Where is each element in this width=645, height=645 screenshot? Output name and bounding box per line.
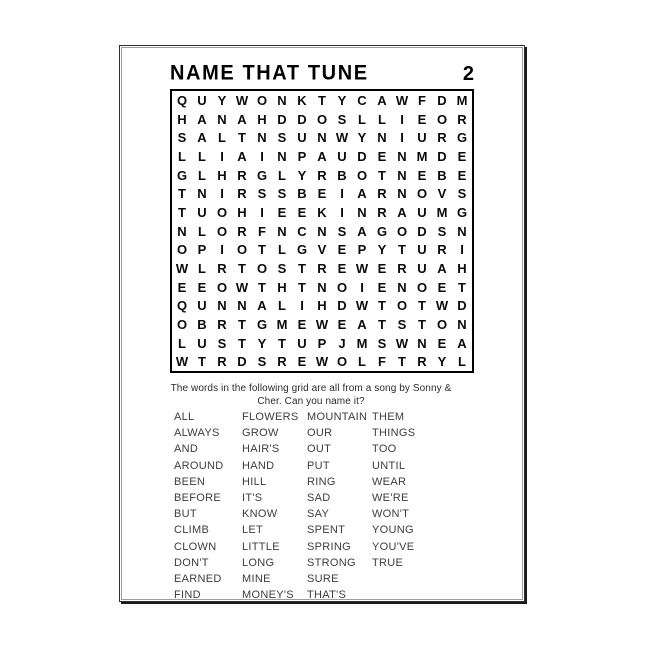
- grid-letter: G: [256, 316, 268, 332]
- grid-letter: O: [216, 223, 228, 239]
- grid-letter: D: [337, 298, 347, 314]
- word-list-item: BEEN: [174, 475, 206, 488]
- grid-letter: I: [400, 111, 404, 127]
- grid-letter: L: [178, 148, 186, 164]
- grid-letter: W: [395, 92, 409, 108]
- grid-letter: T: [178, 204, 186, 220]
- grid-letter: G: [256, 167, 268, 183]
- grid-letter: O: [176, 242, 188, 258]
- grid-letter: E: [437, 335, 447, 351]
- word-list-item: CLIMB: [174, 524, 210, 537]
- grid-letter: M: [416, 148, 428, 164]
- grid-letter: R: [397, 260, 407, 276]
- word-list-item: IT'S: [242, 491, 263, 504]
- grid-letter: U: [197, 298, 207, 314]
- grid-row: [172, 184, 472, 203]
- grid-letter: W: [315, 354, 329, 370]
- grid-letter: E: [297, 204, 307, 220]
- grid-letter: H: [177, 111, 187, 127]
- grid-letter: A: [457, 335, 467, 351]
- grid-letter: S: [257, 186, 267, 202]
- grid-letter: A: [237, 111, 247, 127]
- grid-letter: N: [277, 148, 287, 164]
- grid-letter: O: [396, 298, 408, 314]
- grid-letter: A: [257, 298, 267, 314]
- grid-letter: G: [176, 167, 188, 183]
- grid-letter: A: [397, 204, 407, 220]
- grid-letter: N: [397, 279, 407, 295]
- grid-row: [172, 147, 472, 166]
- grid-letter: E: [337, 260, 347, 276]
- grid-letter: Y: [437, 354, 447, 370]
- grid-letter: R: [317, 167, 327, 183]
- grid-letter: J: [338, 335, 346, 351]
- grid-letter: O: [236, 242, 248, 258]
- grid-letter: I: [300, 298, 304, 314]
- grid-letter: S: [337, 111, 347, 127]
- grid-letter: R: [417, 354, 427, 370]
- grid-letter: N: [277, 92, 287, 108]
- grid-letter: Y: [377, 242, 387, 258]
- grid-letter: E: [197, 279, 207, 295]
- word-list-item: CLOWN: [174, 540, 217, 553]
- grid-letter: R: [437, 242, 447, 258]
- word-list-item: LET: [242, 524, 264, 537]
- grid-letter: W: [175, 354, 189, 370]
- grid-row: [172, 315, 472, 334]
- grid-letter: N: [217, 111, 227, 127]
- grid-letter: L: [198, 260, 206, 276]
- word-list-item: WE'RE: [372, 491, 409, 504]
- word-list-item: THAT'S: [307, 589, 347, 602]
- grid-letter: P: [197, 242, 207, 258]
- grid-row: [172, 110, 472, 129]
- grid-letter: T: [238, 130, 246, 146]
- grid-letter: U: [297, 335, 307, 351]
- grid-letter: I: [220, 242, 224, 258]
- grid-row: [172, 222, 472, 241]
- grid-letter: N: [237, 298, 247, 314]
- grid-letter: B: [197, 316, 207, 332]
- grid-row: [172, 203, 472, 222]
- grid-letter: E: [417, 167, 427, 183]
- grid-row: [172, 296, 472, 315]
- grid-letter: E: [417, 111, 427, 127]
- grid-letter: A: [357, 186, 367, 202]
- word-list-item: HILL: [242, 475, 267, 488]
- grid-letter: I: [360, 279, 364, 295]
- grid-letter: S: [177, 130, 187, 146]
- word-list-item: WEAR: [372, 475, 407, 488]
- word-list-item: UNTIL: [372, 459, 406, 472]
- grid-letter: M: [436, 204, 448, 220]
- grid-letter: N: [457, 316, 467, 332]
- grid-letter: N: [317, 223, 327, 239]
- word-list-item: EARNED: [174, 572, 222, 585]
- grid-letter: H: [257, 111, 267, 127]
- grid-letter: N: [317, 130, 327, 146]
- grid-letter: S: [437, 223, 447, 239]
- grid-letter: E: [317, 186, 327, 202]
- grid-letter: I: [260, 204, 264, 220]
- grid-letter: S: [217, 335, 227, 351]
- grid-letter: V: [437, 186, 447, 202]
- grid-letter: L: [358, 111, 366, 127]
- grid-letter: N: [277, 223, 287, 239]
- grid-letter: I: [340, 186, 344, 202]
- grid-letter: L: [278, 242, 286, 258]
- word-list-item: LONG: [242, 556, 275, 569]
- word-list-item: BUT: [174, 508, 197, 521]
- grid-letter: P: [357, 242, 367, 258]
- page-title: NAME THAT TUNE: [170, 61, 369, 85]
- grid-letter: W: [335, 130, 349, 146]
- word-list-item: WON'T: [372, 508, 410, 521]
- word-list-item: HAIR'S: [242, 443, 280, 456]
- grid-letter: N: [377, 130, 387, 146]
- grid-letter: T: [378, 316, 386, 332]
- grid-letter: M: [456, 92, 468, 108]
- grid-letter: W: [315, 316, 329, 332]
- grid-row: [172, 259, 472, 278]
- grid-letter: H: [277, 279, 287, 295]
- grid-letter: T: [298, 279, 306, 295]
- grid-letter: I: [460, 242, 464, 258]
- grid-letter: R: [437, 130, 447, 146]
- grid-letter: T: [198, 354, 206, 370]
- grid-letter: O: [256, 92, 268, 108]
- grid-letter: T: [178, 186, 186, 202]
- grid-letter: T: [378, 167, 386, 183]
- grid-letter: G: [456, 130, 468, 146]
- grid-letter: T: [238, 260, 246, 276]
- grid-letter: O: [336, 279, 348, 295]
- word-list-item: GROW: [242, 427, 279, 440]
- grid-letter: A: [437, 260, 447, 276]
- grid-letter: P: [297, 148, 307, 164]
- word-list-item: DON'T: [174, 556, 209, 569]
- grid-letter: B: [437, 167, 447, 183]
- grid-letter: W: [235, 92, 249, 108]
- grid-letter: E: [177, 279, 187, 295]
- grid-letter: R: [377, 204, 387, 220]
- grid-letter: D: [297, 111, 307, 127]
- grid-letter: O: [436, 111, 448, 127]
- word-list-item: SPENT: [307, 524, 346, 537]
- word-list-item: TOO: [372, 443, 397, 456]
- word-list-item: PUT: [307, 459, 330, 472]
- grid-letter: E: [337, 242, 347, 258]
- grid-letter: U: [297, 130, 307, 146]
- word-list: [174, 409, 434, 603]
- grid-letter: G: [376, 223, 388, 239]
- word-list-item: YOU'VE: [372, 540, 415, 553]
- grid-letter: C: [297, 223, 307, 239]
- grid-letter: D: [437, 148, 447, 164]
- grid-letter: E: [297, 316, 307, 332]
- grid-letter: F: [258, 223, 266, 239]
- grid-letter: H: [457, 260, 467, 276]
- grid-letter: M: [276, 316, 288, 332]
- grid-letter: W: [395, 335, 409, 351]
- grid-letter: K: [297, 92, 307, 108]
- grid-letter: A: [237, 148, 247, 164]
- word-list-item: MINE: [242, 572, 271, 585]
- grid-letter: C: [357, 92, 367, 108]
- grid-letter: E: [377, 279, 387, 295]
- grid-letter: N: [397, 186, 407, 202]
- word-list-item: AROUND: [174, 459, 224, 472]
- instructions-line2: Cher. Can you name it?: [257, 396, 365, 407]
- grid-letter: Y: [257, 335, 267, 351]
- grid-letter: O: [336, 354, 348, 370]
- grid-letter: R: [457, 111, 467, 127]
- grid-letter: Q: [176, 298, 188, 314]
- word-list-item: OUT: [307, 443, 332, 456]
- word-search-grid: [170, 89, 474, 373]
- grid-letter: E: [457, 148, 467, 164]
- word-list-item: HAND: [242, 459, 275, 472]
- grid-letter: H: [237, 204, 247, 220]
- grid-letter: L: [178, 335, 186, 351]
- grid-letter: O: [256, 260, 268, 276]
- grid-letter: T: [418, 316, 426, 332]
- grid-letter: Y: [217, 92, 227, 108]
- grid-letter: L: [218, 130, 226, 146]
- grid-letter: S: [277, 130, 287, 146]
- grid-letter: S: [277, 186, 287, 202]
- grid-letter: N: [397, 167, 407, 183]
- grid-letter: L: [198, 148, 206, 164]
- grid-letter: B: [297, 186, 307, 202]
- grid-letter: A: [357, 223, 367, 239]
- grid-row: [172, 91, 472, 110]
- word-list-item: ALL: [174, 411, 195, 423]
- word-list-item: MOUNTAIN: [307, 411, 368, 423]
- grid-letter: R: [237, 186, 247, 202]
- word-list-item: SAY: [307, 508, 330, 521]
- grid-letter: T: [418, 298, 426, 314]
- grid-letter: R: [217, 260, 227, 276]
- grid-letter: P: [317, 335, 327, 351]
- page-number: 2: [462, 63, 474, 85]
- grid-row: [172, 334, 472, 353]
- grid-letter: O: [416, 279, 428, 295]
- grid-letter: Y: [337, 92, 347, 108]
- grid-letter: T: [238, 316, 246, 332]
- grid-row: [172, 128, 472, 147]
- grid-letter: T: [458, 279, 466, 295]
- grid-letter: U: [197, 335, 207, 351]
- word-list-item: TRUE: [372, 556, 404, 569]
- header: [170, 56, 474, 86]
- grid-letter: R: [217, 316, 227, 332]
- grid-letter: E: [337, 316, 347, 332]
- grid-letter: E: [297, 354, 307, 370]
- grid-letter: T: [278, 335, 286, 351]
- instructions: [122, 382, 500, 408]
- grid-letter: L: [198, 167, 206, 183]
- grid-letter: N: [317, 279, 327, 295]
- grid-letter: O: [396, 223, 408, 239]
- grid-letter: N: [397, 148, 407, 164]
- grid-letter: O: [216, 279, 228, 295]
- grid-letter: W: [235, 279, 249, 295]
- grid-letter: D: [237, 354, 247, 370]
- word-list-item: FIND: [174, 589, 201, 602]
- grid-letter: F: [418, 92, 426, 108]
- word-list-item: THEM: [372, 411, 405, 423]
- grid-letter: B: [337, 167, 347, 183]
- grid-letter: V: [317, 242, 327, 258]
- grid-letter: L: [358, 354, 366, 370]
- grid-letter: U: [197, 92, 207, 108]
- grid-letter: H: [217, 167, 227, 183]
- grid-letter: A: [357, 316, 367, 332]
- word-list-item: THINGS: [372, 427, 416, 440]
- grid-letter: L: [198, 223, 206, 239]
- grid-letter: O: [216, 204, 228, 220]
- grid-letter: I: [340, 204, 344, 220]
- page-inner-border: [121, 47, 523, 600]
- grid-letter: O: [356, 167, 368, 183]
- word-list-item: STRONG: [307, 556, 356, 569]
- grid-letter: U: [417, 130, 427, 146]
- grid-letter: N: [457, 223, 467, 239]
- grid-letter: L: [278, 167, 286, 183]
- grid-letter: Q: [176, 92, 188, 108]
- grid-letter: L: [378, 111, 386, 127]
- grid-letter: T: [258, 242, 266, 258]
- grid-letter: H: [317, 298, 327, 314]
- word-list-item: YOUNG: [372, 524, 414, 537]
- grid-letter: M: [356, 335, 368, 351]
- grid-letter: S: [397, 316, 407, 332]
- grid-letter: D: [457, 298, 467, 314]
- word-list-item: SURE: [307, 572, 339, 585]
- grid-letter: A: [377, 92, 387, 108]
- word-list-item: KNOW: [242, 508, 278, 521]
- grid-letter: E: [457, 167, 467, 183]
- grid-letter: E: [277, 204, 287, 220]
- grid-letter: T: [398, 354, 406, 370]
- word-list-item: ALWAYS: [174, 427, 220, 440]
- grid-letter: U: [417, 204, 427, 220]
- grid-row: [172, 352, 472, 371]
- grid-letter: D: [417, 223, 427, 239]
- grid-letter: G: [296, 242, 308, 258]
- grid-letter: A: [197, 111, 207, 127]
- instructions-line1: The words in the following grid are all from a song by Sonny &: [170, 383, 452, 394]
- grid-letter: O: [436, 316, 448, 332]
- word-list-item: MONEY'S: [242, 589, 294, 602]
- grid-letter: T: [258, 279, 266, 295]
- grid-letter: W: [355, 298, 369, 314]
- grid-letter: E: [377, 260, 387, 276]
- grid-letter: R: [377, 186, 387, 202]
- grid-letter: N: [217, 298, 227, 314]
- word-list-item: SAD: [307, 491, 331, 504]
- grid-letter: O: [316, 111, 328, 127]
- puzzle-page: [119, 45, 525, 602]
- grid-letter: O: [416, 186, 428, 202]
- grid-letter: D: [277, 111, 287, 127]
- grid-letter: A: [317, 148, 327, 164]
- grid-letter: L: [458, 354, 466, 370]
- grid-letter: K: [317, 204, 327, 220]
- grid-letter: T: [398, 242, 406, 258]
- word-list-item: OUR: [307, 427, 333, 440]
- grid-letter: N: [197, 186, 207, 202]
- grid-letter: S: [257, 354, 267, 370]
- grid-letter: I: [400, 130, 404, 146]
- word-list-item: RING: [307, 475, 336, 488]
- grid-letter: T: [238, 335, 246, 351]
- grid-letter: U: [197, 204, 207, 220]
- grid-letter: E: [437, 279, 447, 295]
- grid-letter: T: [378, 298, 386, 314]
- grid-letter: U: [417, 260, 427, 276]
- grid-letter: W: [355, 260, 369, 276]
- grid-letter: S: [337, 223, 347, 239]
- word-list-item: SPRING: [307, 540, 351, 553]
- grid-letter: N: [417, 335, 427, 351]
- grid-letter: L: [278, 298, 286, 314]
- grid-letter: E: [377, 148, 387, 164]
- grid-letter: I: [220, 148, 224, 164]
- grid-row: [172, 240, 472, 259]
- grid-letter: U: [417, 242, 427, 258]
- grid-letter: N: [177, 223, 187, 239]
- grid-letter: R: [277, 354, 287, 370]
- grid-letter: R: [237, 167, 247, 183]
- grid-letter: Y: [297, 167, 307, 183]
- grid-row: [172, 278, 472, 297]
- grid-row: [172, 166, 472, 185]
- grid-letter: Y: [357, 130, 367, 146]
- grid-letter: W: [175, 260, 189, 276]
- grid-letter: F: [378, 354, 386, 370]
- word-list-item: BEFORE: [174, 491, 222, 504]
- grid-letter: N: [357, 204, 367, 220]
- grid-letter: U: [337, 148, 347, 164]
- grid-letter: W: [435, 298, 449, 314]
- grid-letter: D: [357, 148, 367, 164]
- grid-letter: R: [237, 223, 247, 239]
- grid-letter: R: [317, 260, 327, 276]
- grid-letter: G: [456, 204, 468, 220]
- grid-letter: R: [217, 354, 227, 370]
- word-list-item: LITTLE: [242, 540, 280, 553]
- grid-letter: T: [298, 260, 306, 276]
- grid-letter: O: [176, 316, 188, 332]
- grid-letter: S: [377, 335, 387, 351]
- grid-letter: I: [260, 148, 264, 164]
- grid-letter: I: [220, 186, 224, 202]
- word-list-item: FLOWERS: [242, 411, 299, 423]
- grid-letter: S: [277, 260, 287, 276]
- grid-letter: N: [257, 130, 267, 146]
- grid-letter: A: [197, 130, 207, 146]
- word-list-item: AND: [174, 443, 199, 456]
- grid-letter: T: [318, 92, 326, 108]
- grid-letter: S: [457, 186, 467, 202]
- grid-letter: D: [437, 92, 447, 108]
